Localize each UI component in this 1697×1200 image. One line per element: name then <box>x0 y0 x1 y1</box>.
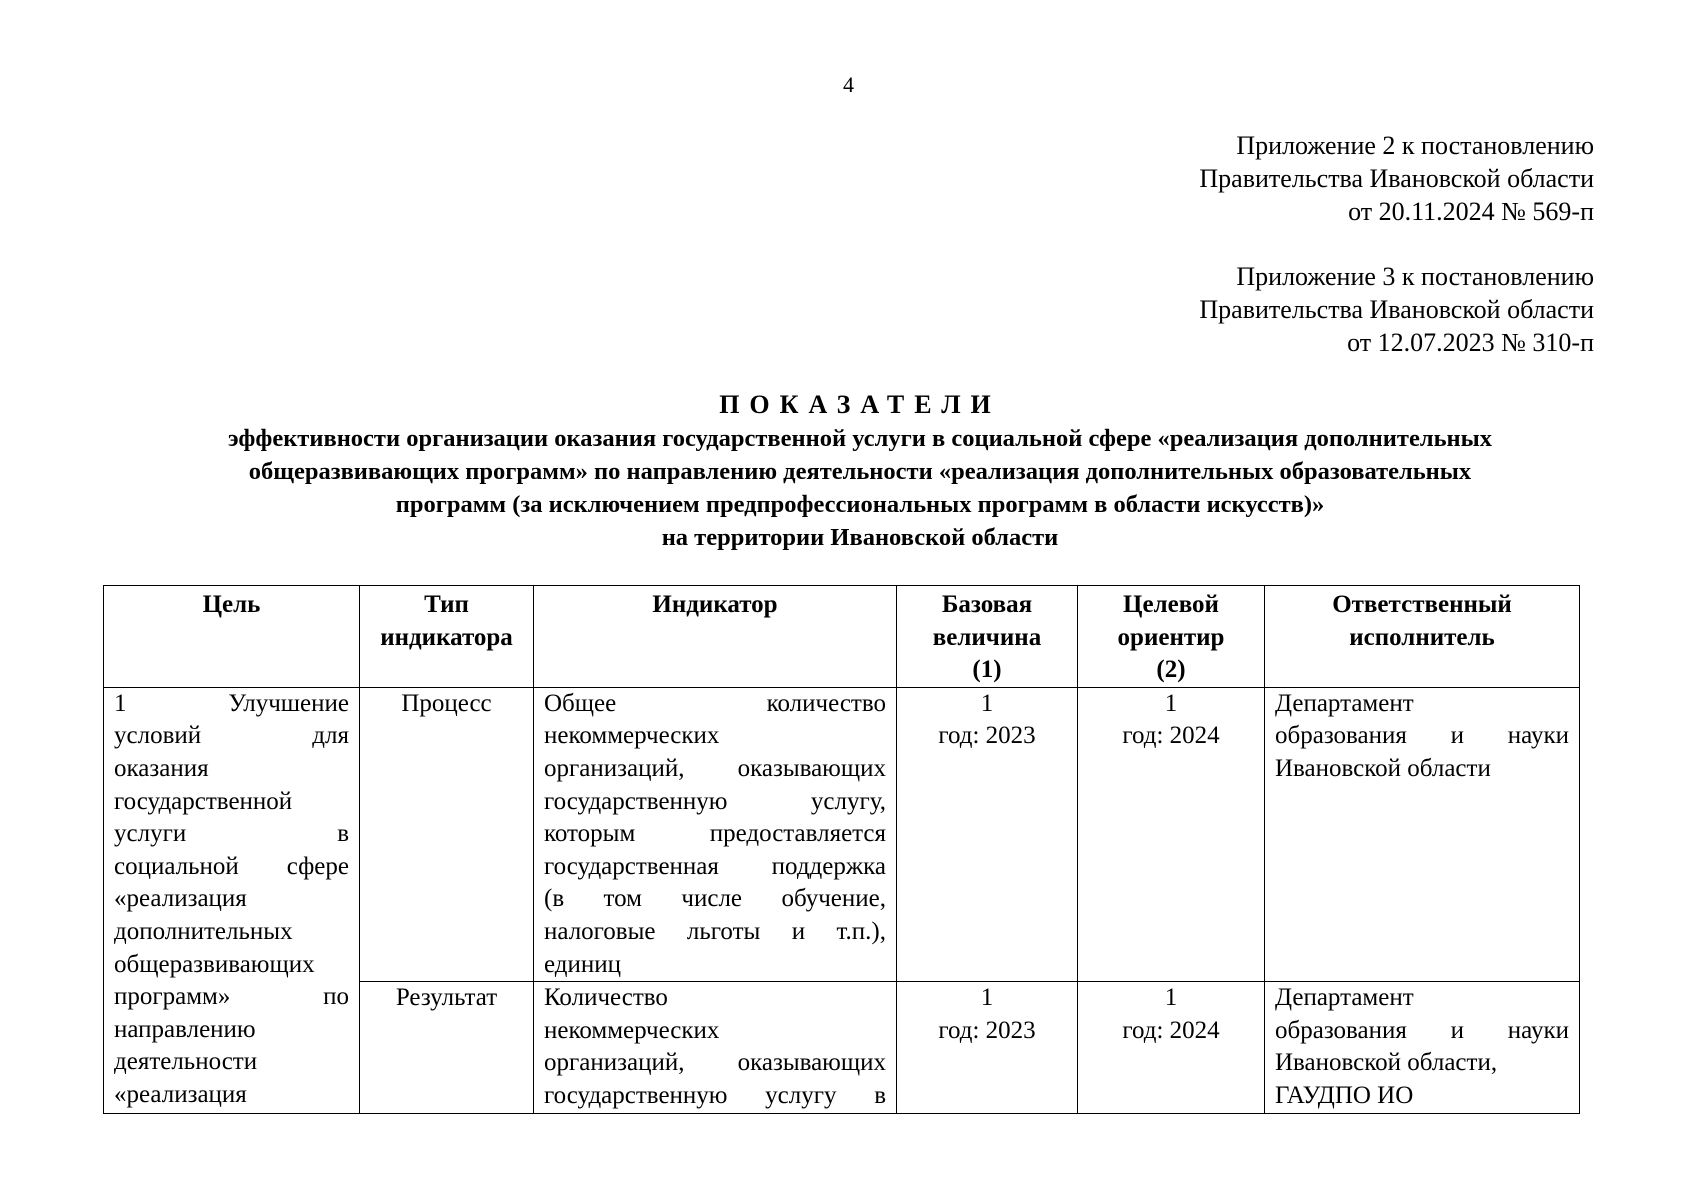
appendix-line: Правительства Ивановской области <box>1199 295 1594 324</box>
appendix-line: от 12.07.2023 № 310-п <box>1347 328 1594 357</box>
base-value-cell: 1 год: 2023 <box>897 687 1078 981</box>
header-responsible: Ответственный исполнитель <box>1265 586 1580 688</box>
page-number: 4 <box>843 72 854 97</box>
header-indicator: Индикатор <box>534 586 897 688</box>
subtitle-line: программ (за исключением предпрофессиональных программ в области искусств)» <box>395 491 1325 518</box>
appendix-note-2 <box>894 129 1594 228</box>
document-title: ПОКАЗАТЕЛИ <box>719 390 1001 419</box>
header-goal: Цель <box>104 586 360 688</box>
indicator-cell: Общее количество некоммерческих организаций, оказывающих государственную услугу, которым предоставляется государственная поддержка (в том числе обучение, налоговые льготы и т.п.), единиц <box>534 687 897 981</box>
appendix-line: Приложение 2 к постановлению <box>1236 131 1594 160</box>
indicator-type-cell: Результат <box>360 982 534 1113</box>
table-row <box>104 687 1580 981</box>
responsible-cell: Департамент образования и науки Ивановской области, ГАУДПО ИО <box>1265 982 1580 1113</box>
appendix-note-3 <box>894 260 1594 359</box>
appendix-line: Правительства Ивановской области <box>1199 164 1594 193</box>
document-subtitle <box>110 422 1610 554</box>
subtitle-line: эффективности организации оказания государственной услуги в социальной сфере «реализация дополнительных <box>227 425 1493 452</box>
header-target-value: Целевой ориентир (2) <box>1078 586 1265 688</box>
header-indicator-type: Тип индикатора <box>360 586 534 688</box>
table-header-row <box>104 586 1580 688</box>
base-value-cell: 1 год: 2023 <box>897 982 1078 1113</box>
indicator-type-cell: Процесс <box>360 687 534 981</box>
goal-cell: 1 Улучшение условий для оказания государственной услуги в социальной сфере «реализация дополнительных общеразвивающих программ» по направлению деятельности «реализация <box>104 687 360 1113</box>
appendix-line: Приложение 3 к постановлению <box>1236 262 1594 291</box>
appendix-line: от 20.11.2024 № 569-п <box>1348 197 1594 226</box>
subtitle-line: общеразвивающих программ» по направлению деятельности «реализация дополнительных образовательных <box>248 458 1472 485</box>
target-value-cell: 1 год: 2024 <box>1078 687 1265 981</box>
header-base-value: Базовая величина (1) <box>897 586 1078 688</box>
responsible-cell: Департамент образования и науки Ивановской области <box>1265 687 1580 981</box>
indicators-table <box>103 585 1580 1114</box>
indicator-cell: Количество некоммерческих организаций, оказывающих государственную услугу в <box>534 982 897 1113</box>
subtitle-line: на территории Ивановской области <box>661 524 1059 551</box>
document-heading <box>110 388 1610 554</box>
target-value-cell: 1 год: 2024 <box>1078 982 1265 1113</box>
